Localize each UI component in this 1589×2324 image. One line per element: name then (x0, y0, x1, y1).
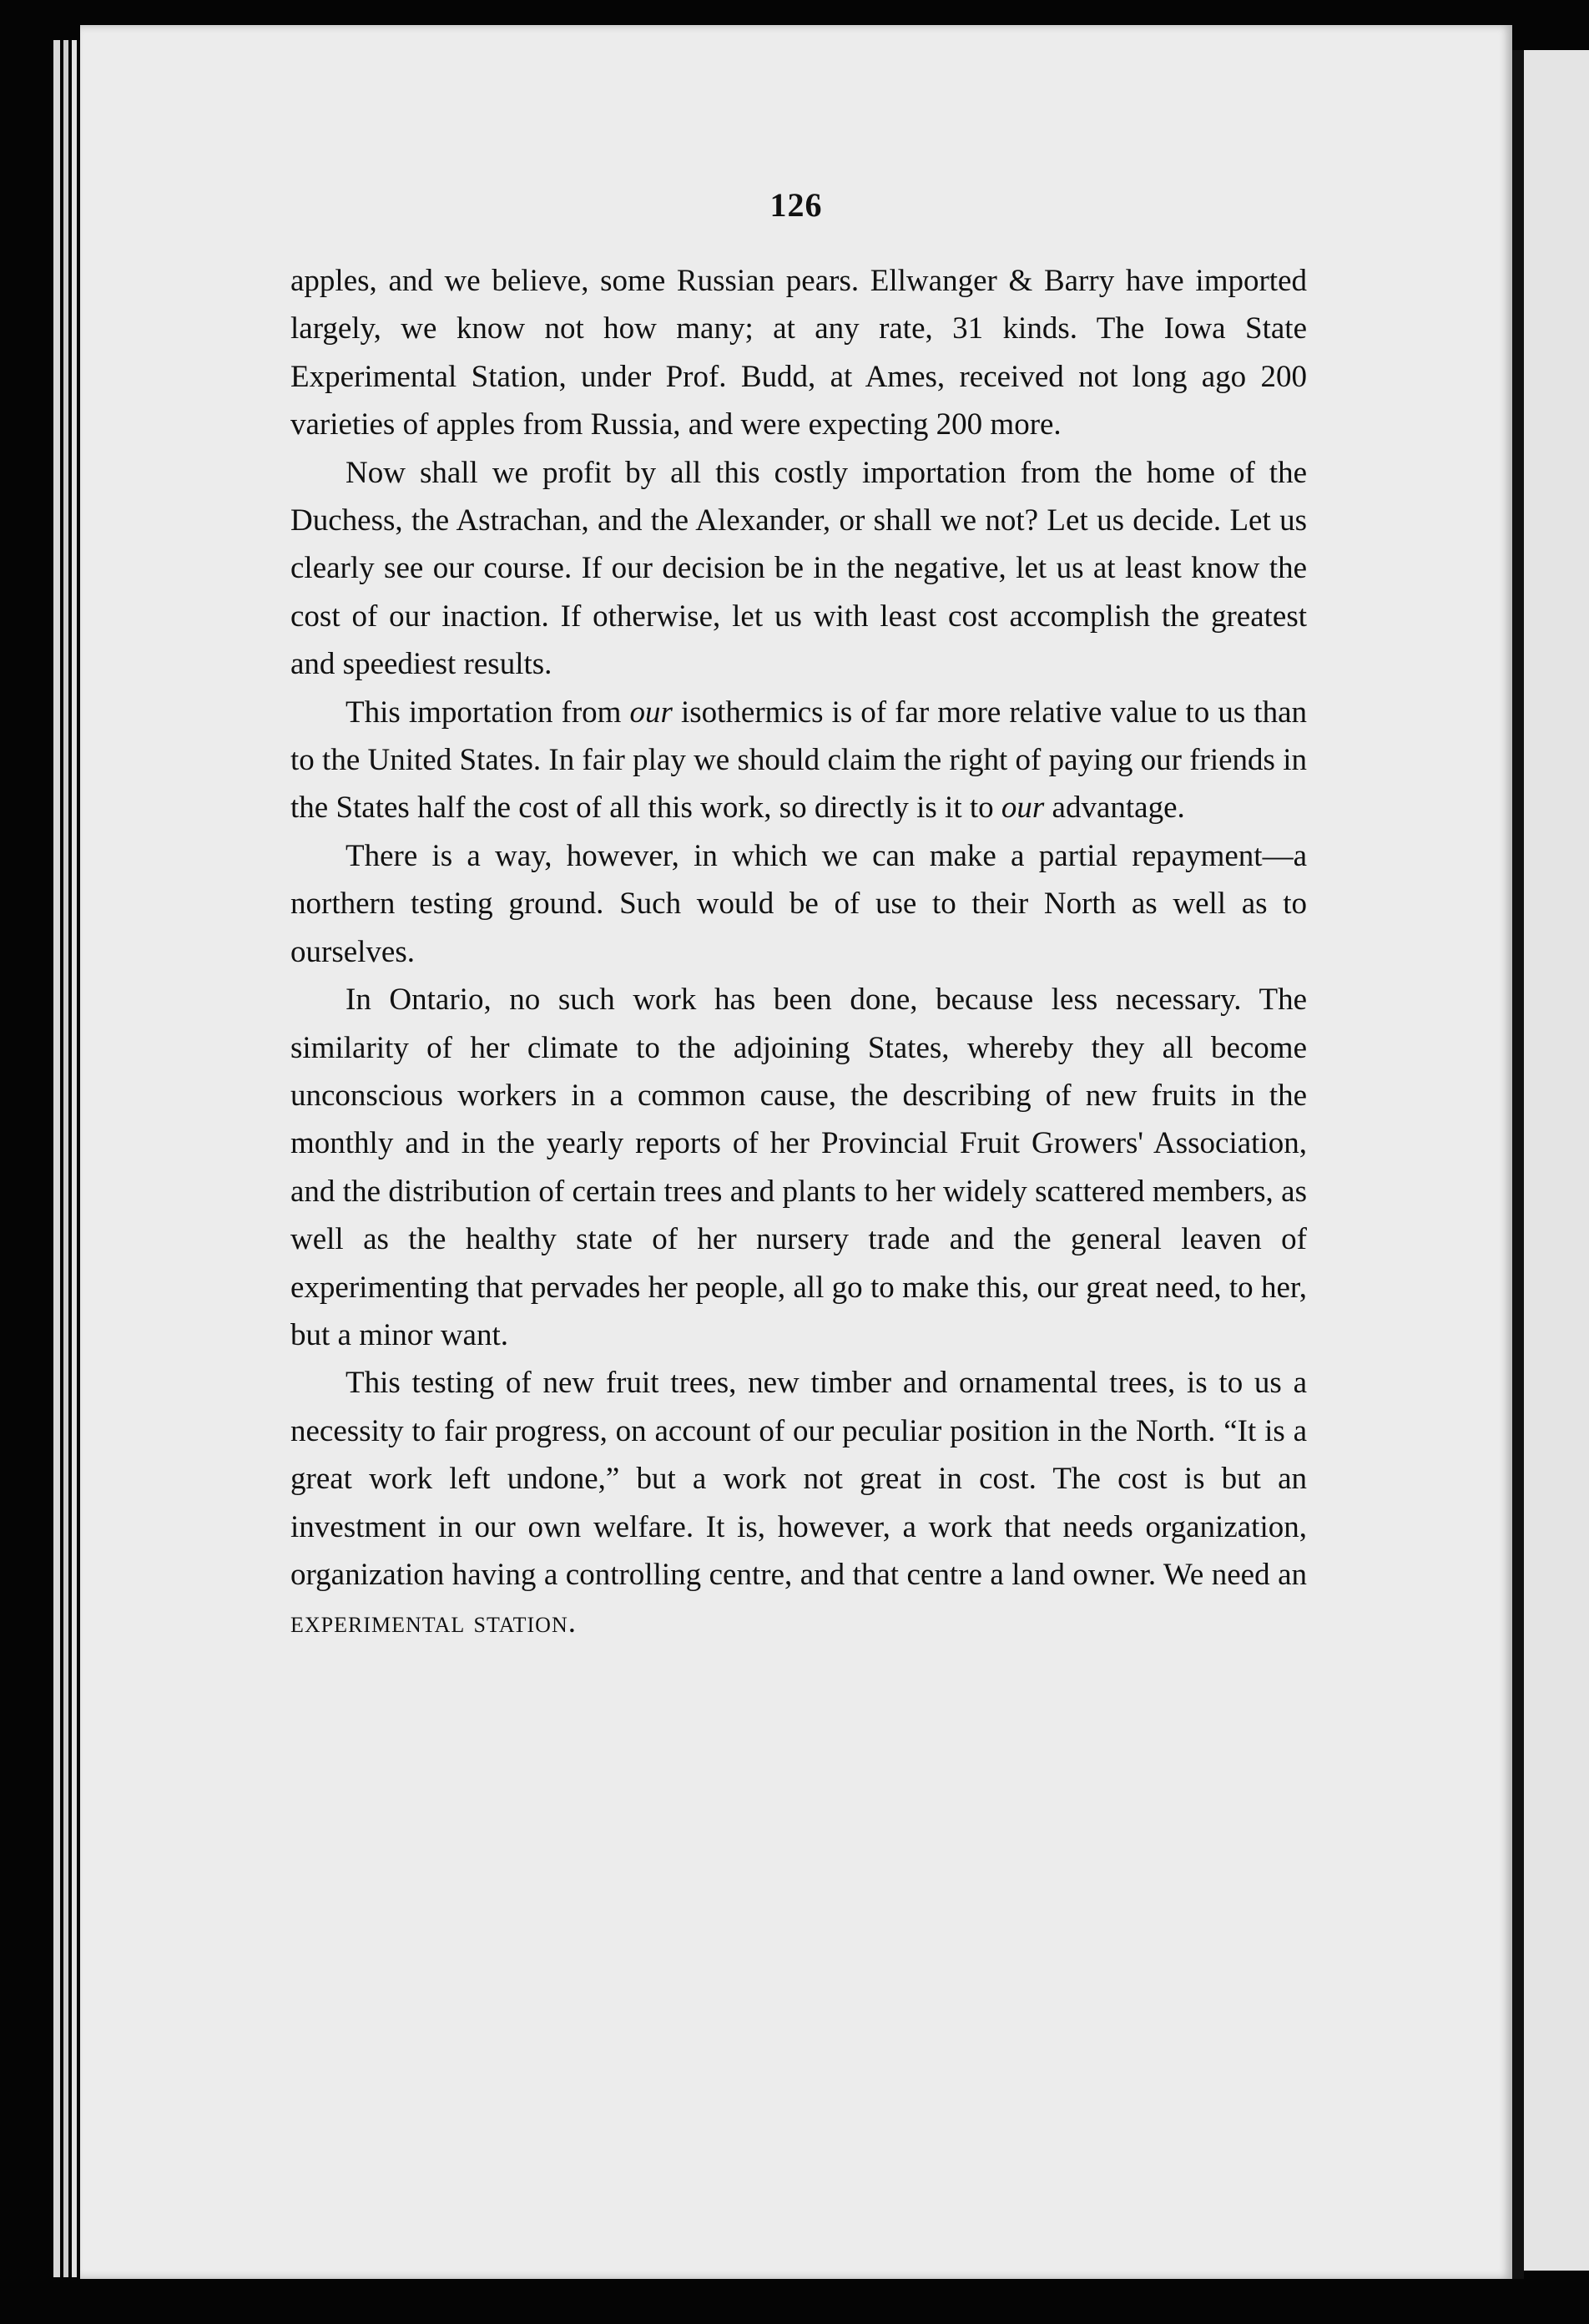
text-run: This testing of new fruit trees, new timber and ornamental trees, is to us a necessity to fair progress, on account of our peculiar position in the North. “It is a great work left undone,” but a work not great in cost. The cost is but an investment in our own welfare. It is, however, a work that needs organization, organization having a controlling centre, and that centre a land owner. We need an (290, 1366, 1307, 1592)
page-stack-edge (53, 40, 60, 2277)
book-binding-gutter (1512, 50, 1524, 2279)
paragraph: Now shall we profit by all this costly importation from the home of the Duchess, the Astrachan, and the Alexander, or shall we not? Let us decide. Let us clearly see our course. If our decision be in the negative, let us at least know the cost of our inaction. If otherwise, let us with least cost accomplish the greatest and speediest results. (290, 455, 1307, 682)
page-stack-edge (72, 40, 77, 2277)
text-run: isothermics is of far more relative value to us than to the United States. In fair play we should claim the right of paying our friends in the States half the cost of all this work, so directly is it to (290, 695, 1307, 826)
paragraph (290, 689, 1307, 832)
italic-word: our (1001, 791, 1045, 826)
italic-word: our (629, 695, 673, 730)
text-run: This importation from (346, 695, 630, 730)
body-text (290, 257, 1307, 1647)
text-run: advantage. (1044, 791, 1185, 826)
facing-page-edge (1524, 50, 1589, 2271)
page-number: 126 (769, 186, 823, 224)
paragraph: In Ontario, no such work has been done, because less necessary. The similarity of her climate to the adjoining States, whereby they all become unconscious workers in a common cause, the describing of new fruits in the monthly and in the yearly reports of her Provincial Fruit Growers' Association, and the distribution of certain trees and plants to her widely scattered members, as well as the healthy state of her nursery trade and the general leaven of experimenting that pervades her people, all go to make this, our great need, to her, but a minor want. (290, 983, 1307, 1352)
paragraph: apples, and we believe, some Russian pears. Ellwanger & Barry have imported largely, we know not how many; at any rate, 31 kinds. The Iowa State Experimental Station, under Prof. Budd, at Ames, received not long ago 200 varieties of apples from Russia, and were expecting 200 more. (290, 264, 1307, 442)
paragraph (290, 1359, 1307, 1646)
paragraph: There is a way, however, in which we can make a partial repayment—a northern testing ground. Such would be of use to their North as well as to ourselves. (290, 838, 1307, 969)
small-caps-phrase: experimental station. (290, 1605, 577, 1640)
page-stack-edge (63, 40, 68, 2277)
